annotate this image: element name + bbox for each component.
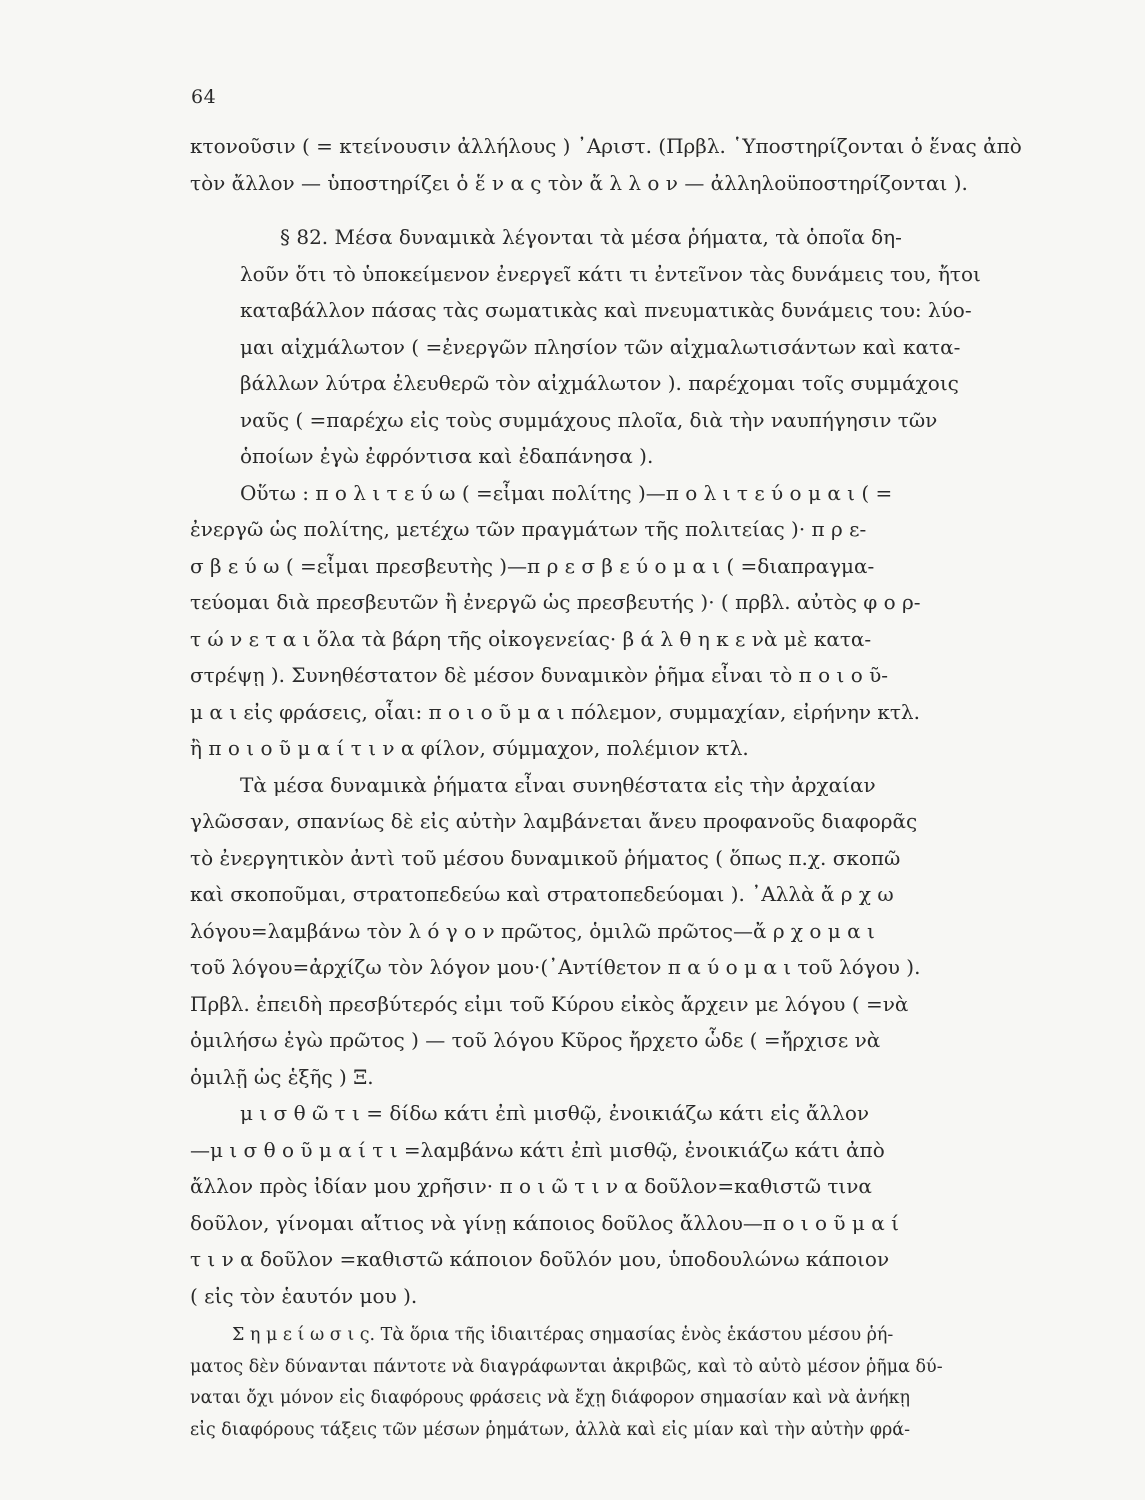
note-line: εἰς διαφόρους τάξεις τῶν μέσων ῥημάτων, ἀλλὰ καὶ εἰς μίαν καὶ τὴν αὐτὴν φρά-: [190, 1419, 910, 1440]
text-line: ἐνεργῶ ὡς πολίτης, μετέχω τῶν πραγμάτων τῆς πολιτείας )· π ρ ε-: [190, 517, 867, 541]
text-line: γλῶσσαν, σπανίως δὲ εἰς αὐτὴν λαμβάνεται ἄνευ προφανοῦς διαφορᾶς: [190, 809, 918, 833]
note-line: Σ η μ ε ί ω σ ι ς. Τὰ ὅρια τῆς ἰδιαιτέρας σημασίας ἑνὸς ἑκάστου μέσου ῥή-: [232, 1325, 894, 1345]
paragraph-intro: [190, 128, 1040, 201]
paragraph-ta-mesa: [190, 767, 1040, 1096]
text-line: καὶ σκοποῦμαι, στρατοπεδεύω καὶ στρατοπεδεύομαι ). ᾿Αλλὰ ἄ ρ χ ω: [190, 882, 894, 906]
note-line: ναται ὄχι μόνον εἰς διαφόρους φράσεις νὰ ἔχῃ διάφορον σημασίαν καὶ νὰ ἀνήκῃ: [190, 1388, 911, 1408]
text-line: Οὕτω : π ο λ ι τ ε ύ ω ( =εἶμαι πολίτης )—π ο λ ι τ ε ύ ο μ α ι ( =: [240, 480, 893, 505]
text-line: λόγου=λαμβάνω τὸν λ ό γ ο ν πρῶτος, ὁμιλῶ πρῶτος—ἄ ρ χ ο μ α ι: [190, 918, 875, 943]
text-line: δοῦλον, γίνομαι αἴτιος νὰ γίνῃ κάποιος δοῦλος ἄλλου—π ο ι ο ῦ μ α ί: [190, 1210, 899, 1235]
text-line: λοῦν ὅτι τὸ ὑποκείμενον ἐνεργεῖ κάτι τι ἐντεῖνον τὰς δυνάμεις του, ἤτοι: [240, 261, 981, 286]
text-line: τ ώ ν ε τ α ι ὅλα τὰ βάρη τῆς οἰκογενείας· β ά λ θ η κ ε νὰ μὲ κατα-: [190, 626, 872, 651]
text-line: σ β ε ύ ω ( =εἶμαι πρεσβευτὴς )—π ρ ε σ β ε ύ ο μ α ι ( =διαπραγμα-: [190, 553, 875, 578]
text-line: τὸν ἄλλον — ὑποστηρίζει ὁ ἕ ν α ς τὸν ἄ λ λ ο ν — ἀλληλοϋποστηρίζονται ).: [190, 170, 968, 195]
text-line: τεύομαι διὰ πρεσβευτῶν ἢ ἐνεργῶ ὡς πρεσβευτής )· ( πρβλ. αὐτὸς φ ο ρ-: [190, 590, 921, 614]
text-line: ἢ π ο ι ο ῦ μ α ί τ ι ν α φίλον, σύμμαχον, πολέμιον κτλ.: [190, 736, 749, 760]
page-number: 64: [191, 86, 217, 108]
paragraph-outo: [190, 475, 1040, 767]
text-line: τ ι ν α δοῦλον =καθιστῶ κάποιον δοῦλόν μου, ὑποδουλώνω κάποιον: [190, 1247, 890, 1271]
text-line: μαι αἰχμάλωτον ( =ἐνεργῶν πλησίον τῶν αἰχμαλωτισάντων καὶ κατα-: [240, 334, 961, 359]
text-line: Τὰ μέσα δυναμικὰ ῥήματα εἶναι συνηθέστατα εἰς τὴν ἀρχαίαν: [240, 772, 876, 797]
text-line: —μ ι σ θ ο ῦ μ α ί τ ι =λαμβάνω κάτι ἐπὶ μισθῷ, ἐνοικιάζω κάτι ἀπὸ: [190, 1137, 885, 1162]
text-line: μ ι σ θ ῶ τ ι = δίδω κάτι ἐπὶ μισθῷ, ἐνοικιάζω κάτι εἰς ἄλλον: [240, 1101, 870, 1125]
text-line: μ α ι εἰς φράσεις, οἷαι: π ο ι ο ῦ μ α ι πόλεμον, συμμαχίαν, εἰρήνην κτλ.: [190, 699, 920, 724]
text-line: ναῦς ( =παρέχω εἰς τοὺς συμμάχους πλοῖα, διὰ τὴν ναυπήγησιν τῶν: [240, 407, 938, 432]
paragraph-mistho: [190, 1095, 1040, 1314]
text-line: βάλλων λύτρα ἐλευθερῶ τὸν αἰχμάλωτον ). παρέχομαι τοῖς συμμάχοις: [240, 371, 959, 395]
text-line: ( εἰς τὸν ἑαυτόν μου ).: [190, 1283, 418, 1308]
text-line: τὸ ἐνεργητικὸν ἀντὶ τοῦ μέσου δυναμικοῦ ῥήματος ( ὅπως π.χ. σκοπῶ: [190, 845, 901, 870]
text-line: στρέψῃ ). Συνηθέστατον δὲ μέσον δυναμικὸν ῥῆμα εἶναι τὸ π ο ι ο ῦ-: [190, 663, 889, 687]
text-line: ὁμιλήσω ἐγὼ πρῶτος ) — τοῦ λόγου Κῦρος ἤρχετο ὧδε ( =ἤρχισε νὰ: [190, 1028, 881, 1052]
paragraph-section-82: [190, 219, 1040, 475]
text-line: τοῦ λόγου=ἀρχίζω τὸν λόγον μου·(᾿Αντίθετον π α ύ ο μ α ι τοῦ λόγου ).: [190, 955, 921, 979]
text-line: ὁποίων ἐγὼ ἐφρόντισα καὶ ἐδαπάνησα ).: [240, 444, 654, 468]
text-line: καταβάλλον πάσας τὰς σωματικὰς καὶ πνευματικὰς δυνάμεις του: λύο-: [240, 298, 972, 322]
text-line: κτονοῦσιν ( = κτείνουσιν ἀλλήλους ) ᾿Αριστ. (Πρβλ. ῾Υποστηρίζονται ὁ ἕνας ἀπὸ: [190, 134, 1022, 158]
page-text: [190, 128, 1040, 1446]
note-line: ματος δὲν δύνανται πάντοτε νὰ διαγράφωνται ἀκριβῶς, καὶ τὸ αὐτὸ μέσον ῥῆμα δύ-: [190, 1356, 943, 1377]
section-heading-line: § 82. Μέσα δυναμικὰ λέγονται τὰ μέσα ῥήματα, τὰ ὁποῖα δη-: [280, 225, 902, 249]
text-line: ἄλλον πρὸς ἰδίαν μου χρῆσιν· π ο ι ῶ τ ι ν α δοῦλον=καθιστῶ τινα: [190, 1174, 872, 1198]
text-line: ὁμιλῇ ὡς ἑξῆς ) Ξ.: [190, 1064, 374, 1089]
note-paragraph: [190, 1320, 1040, 1446]
text-line: Πρβλ. ἐπειδὴ πρεσβύτερός εἰμι τοῦ Κύρου εἰκὸς ἄρχειν με λόγου ( =νὰ: [190, 991, 909, 1016]
